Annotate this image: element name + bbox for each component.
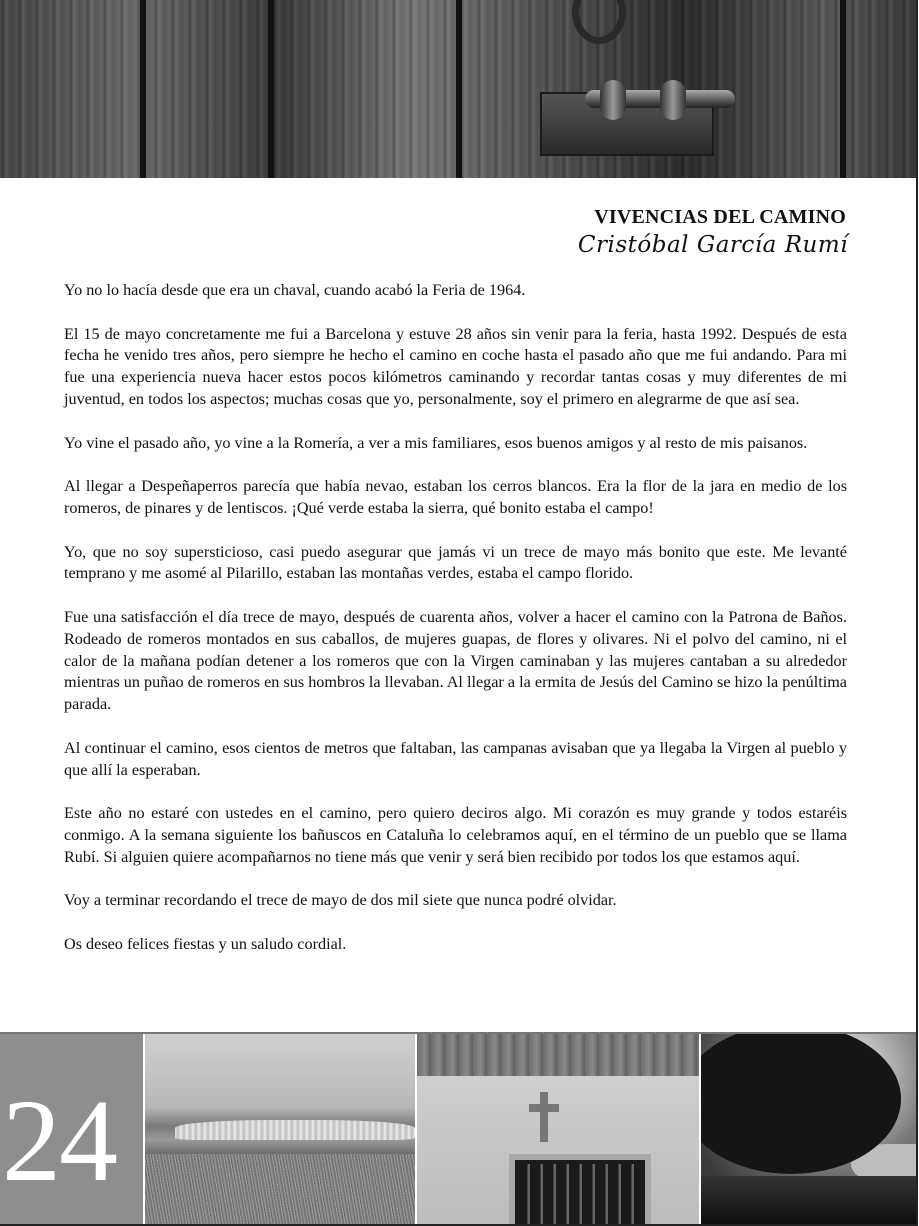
- article-title: VIVENCIAS DEL CAMINO: [594, 206, 846, 228]
- door-ring-icon: [572, 0, 626, 44]
- page-number: 24: [2, 1075, 116, 1206]
- bolt-knob: [600, 80, 626, 120]
- window-bars: [517, 1164, 635, 1226]
- article-paragraph: Al llegar a Despeñaperros parecía que había nevao, estaban los cerros blancos. Era la flor de la jara en medio de los romeros, de pinares y de lentiscos. ¡Qué verde estaba la sierra, qué bonito estaba el campo!: [64, 477, 847, 517]
- plank-gap: [140, 0, 146, 178]
- cross-icon: [529, 1092, 559, 1142]
- article-paragraph: Fue una satisfacción el día trece de mayo, después de cuarenta años, volver a hacer el camino con la Patrona de Baños. Rodeado de romeros montados en sus caballos, de mujeres guapas, de flores y olivares. Ni el polvo del camino, ni el calor de la mañana podían detener a los romeros que con la Virgen caminaban y las mujeres cantaban a su alrededor mientras un puñao de romeros en sus hombros la llevaban. Al llegar a la ermita de Jesús del Camino se hizo la penúltima parada.: [64, 607, 847, 714]
- bolt-knob: [660, 80, 686, 120]
- article-paragraph: Yo no lo hacía desde que era un chaval, cuando acabó la Feria de 1964.: [64, 281, 526, 299]
- photo-tree-silhouette: [701, 1034, 916, 1226]
- wheat-grass: [145, 1154, 415, 1226]
- article-paragraph: Al continuar el camino, esos cientos de metros que faltaban, las campanas avisaban que ya llegaba la Virgen al pueblo y que allí la esperaban.: [64, 738, 847, 779]
- article-author: Cristóbal García Rumí: [577, 232, 848, 258]
- photo-wheat-field: [145, 1034, 415, 1226]
- article-paragraph: Este año no estaré con ustedes en el camino, pero quiero deciros algo. Mi corazón es muy grande y todos estaréis conmigo. A la semana siguiente los bañuscos en Cataluña lo celebramos aquí, en el término de un pueblo que se llama Rubí. Si alguien quiere acompañarnos no tiene más que venir y será bien recibido por todos los que estamos aquí.: [64, 804, 847, 866]
- plank-gap: [268, 0, 274, 178]
- article-paragraph: Yo vine el pasado año, yo vine a la Romería, a ver a mis familiares, esos buenos amigos y al resto de mis paisanos.: [64, 433, 808, 452]
- tree-ground: [701, 1176, 916, 1226]
- article-body: [64, 280, 847, 978]
- article-paragraph: Yo, que no soy supersticioso, casi puedo asegurar que jamás vi un trece de mayo más bonito que este. Me levanté temprano y me asomé al Pilarillo, estaban las montañas verdes, estaba el campo florido.: [64, 542, 847, 583]
- photo-chapel: [417, 1034, 699, 1226]
- article-paragraph: El 15 de mayo concretamente me fui a Barcelona y estuve 28 años sin venir para la feria, hasta 1992. Después de esta fecha he venido tres años, pero siempre he hecho el camino en coche hasta el pasado año que me fui andando. Para mi fue una experiencia nueva hacer estos pocos kilómetros caminando y recordar tantas cosas y muy diferentes de mi juventud, en todos los aspectos; muchas cosas que yo, personalmente, soy el primero en alegrarme de que así sea.: [64, 324, 847, 408]
- footer-photo-strip: [0, 1032, 916, 1226]
- article-paragraph: Os deseo felices fiestas y un saludo cordial.: [64, 934, 347, 953]
- header-photo-wooden-door: [0, 0, 916, 178]
- article-paragraph: Voy a terminar recordando el trece de mayo de dos mil siete que nunca podré olvidar.: [64, 891, 617, 910]
- chapel-roof: [417, 1034, 699, 1076]
- plank-gap: [456, 0, 462, 178]
- plank-gap: [840, 0, 846, 178]
- town-silhouette: [175, 1120, 415, 1140]
- page-number-box: [0, 1034, 143, 1226]
